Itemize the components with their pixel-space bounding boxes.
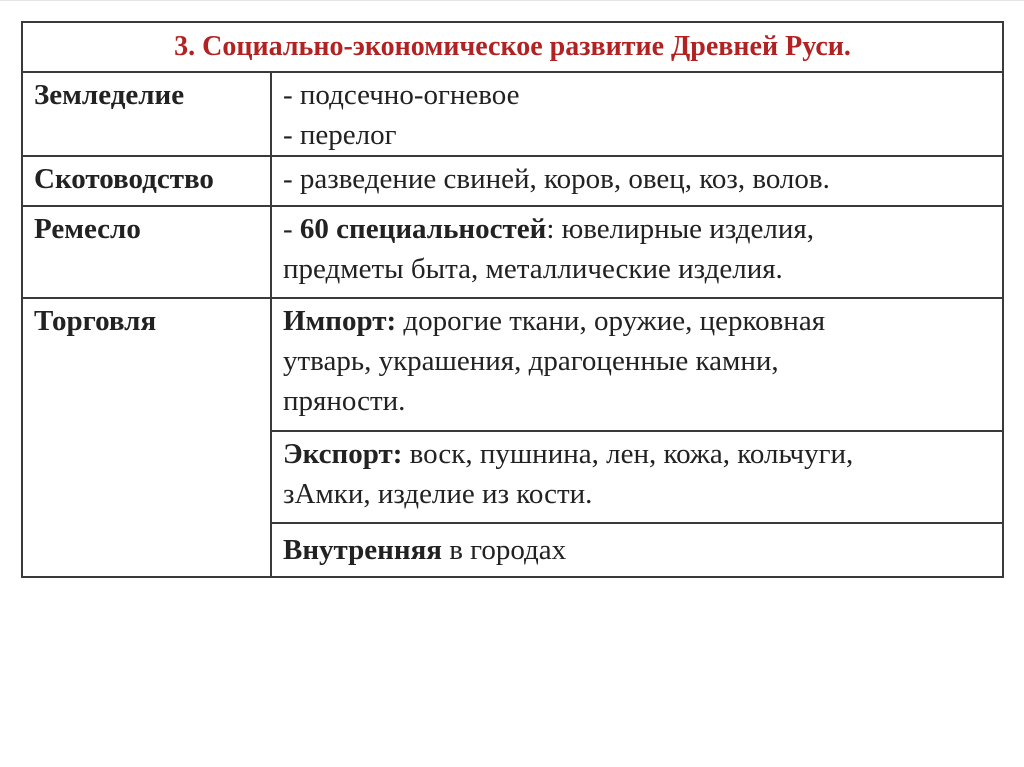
craft-prefix: - bbox=[283, 213, 300, 245]
content-craft bbox=[271, 206, 1003, 298]
content-cattle bbox=[271, 156, 1003, 206]
agriculture-item-1: - подсечно-огневое bbox=[283, 79, 520, 111]
top-divider bbox=[0, 0, 1024, 1]
internal-line bbox=[283, 530, 1002, 570]
import-line-1 bbox=[283, 301, 1002, 341]
import-rest: дорогие ткани, оружие, церковная bbox=[396, 305, 826, 337]
internal-rest: в городах bbox=[441, 534, 567, 566]
export-rest: воск, пушнина, лен, кожа, кольчуги, bbox=[402, 438, 854, 470]
craft-bold: 60 специальностей bbox=[299, 213, 547, 245]
import-line-3: пряности. bbox=[283, 385, 406, 417]
export-line-1 bbox=[283, 434, 1002, 474]
label-cattle: Скотоводство bbox=[22, 156, 271, 206]
craft-line-2: предметы быта, металлические изделия. bbox=[283, 253, 783, 285]
export-bold: Экспорт: bbox=[283, 438, 403, 470]
title-row bbox=[22, 22, 1003, 72]
table-row-craft bbox=[22, 206, 1003, 298]
table-row-trade-import bbox=[22, 298, 1003, 431]
content-import bbox=[271, 298, 1003, 431]
content-agriculture bbox=[271, 72, 1003, 156]
label-trade: Торговля bbox=[22, 298, 271, 577]
table-row-agriculture bbox=[22, 72, 1003, 156]
label-craft: Ремесло bbox=[22, 206, 271, 298]
export-line-2: зАмки, изделие из кости. bbox=[283, 478, 593, 510]
cattle-text: - разведение свиней, коров, овец, коз, волов. bbox=[283, 163, 830, 195]
label-agriculture: Земледелие bbox=[22, 72, 271, 156]
internal-bold: Внутренняя bbox=[283, 534, 442, 566]
import-bold: Импорт: bbox=[283, 305, 397, 337]
craft-rest: : ювелирные изделия, bbox=[546, 213, 814, 245]
agriculture-item-2: - перелог bbox=[283, 119, 397, 151]
history-table bbox=[21, 21, 1004, 578]
import-line-2: утварь, украшения, драгоценные камни, bbox=[283, 345, 779, 377]
content-export bbox=[271, 431, 1003, 523]
craft-line-1 bbox=[283, 209, 1002, 249]
table-title: 3. Социально-экономическое развитие Древней Руси. bbox=[22, 22, 1003, 72]
content-internal bbox=[271, 523, 1003, 577]
table-row-cattle bbox=[22, 156, 1003, 206]
